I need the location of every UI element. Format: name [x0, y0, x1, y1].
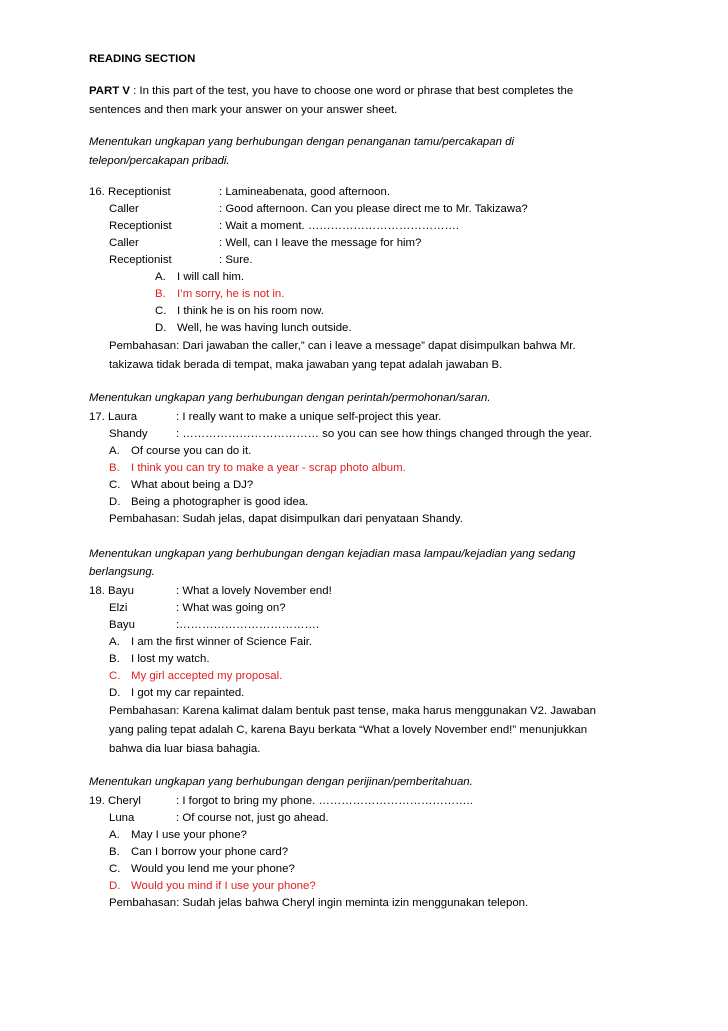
q16-dialog-row — [89, 184, 649, 201]
dialog-line: : Sure. — [219, 254, 253, 266]
q19-explanation: Pembahasan: Sudah jelas bahwa Cheryl ingin meminta izin menggunakan telepon. — [109, 897, 529, 909]
q17-explanation: Pembahasan: Sudah jelas, dapat disimpulkan dari penyataan Shandy. — [109, 513, 463, 525]
q18-dialog-row — [89, 600, 649, 617]
speaker: Luna — [109, 812, 135, 824]
speaker: Receptionist — [109, 220, 172, 232]
q19-option-b: B. Can I borrow your phone card? — [109, 846, 289, 858]
q16-option-d: D. Well, he was having lunch outside. — [155, 322, 352, 334]
part-label: PART V — [89, 85, 130, 97]
q16-explanation-line2: takizawa tidak berada di tempat, maka jawaban yang tepat adalah jawaban B. — [109, 359, 503, 371]
q17-option-a: A. Of course you can do it. — [109, 445, 252, 457]
speaker: Shandy — [109, 428, 148, 440]
part-text-1: : In this part of the test, you have to choose one word or phrase that best completes the — [129, 85, 574, 97]
q19-dialog-row — [89, 810, 649, 827]
q16-dialog-row — [89, 218, 649, 235]
speaker: 16. Receptionist — [89, 186, 171, 198]
speaker: 19. Cheryl — [89, 795, 141, 807]
q19-option-a: A. May I use your phone? — [109, 829, 247, 841]
dialog-line: : Of course not, just go ahead. — [176, 812, 329, 824]
speaker: 17. Laura — [89, 411, 138, 423]
document-page — [89, 50, 649, 914]
speaker: Bayu — [109, 619, 135, 631]
q18-option-d: D. I got my car repainted. — [109, 687, 245, 699]
speaker: Receptionist — [109, 254, 172, 266]
q17-dialog-row — [89, 409, 649, 426]
q16-topic-line1: Menentukan ungkapan yang berhubungan dengan penanganan tamu/percakapan di — [89, 136, 514, 148]
q18-topic-line1: Menentukan ungkapan yang berhubungan dengan kejadian masa lampau/kejadian yang sedang — [89, 548, 576, 560]
q16-topic-line2: telepon/percakapan pribadi. — [89, 155, 230, 167]
q17-topic: Menentukan ungkapan yang berhubungan dengan perintah/permohonan/saran. — [89, 392, 491, 404]
q18-explanation-line3: bahwa dia luar biasa bahagia. — [109, 743, 261, 755]
q18-option-a: A. I am the first winner of Science Fair. — [109, 636, 313, 648]
dialog-line: : ……………………………… so you can see how things changed through the year. — [176, 428, 592, 440]
q17-option-c: C. What about being a DJ? — [109, 479, 254, 491]
q18-explanation-line1: Pembahasan: Karena kalimat dalam bentuk past tense, maka harus menggunakan V2. Jawaban — [109, 705, 596, 717]
dialog-line: : I really want to make a unique self-project this year. — [176, 411, 442, 423]
section-heading: READING SECTION — [89, 53, 196, 65]
q17-option-d: D. Being a photographer is good idea. — [109, 496, 309, 508]
speaker: Elzi — [109, 602, 128, 614]
q16-option-a: A. I will call him. — [155, 271, 245, 283]
dialog-line: : What was going on? — [176, 602, 286, 614]
speaker: Caller — [109, 203, 139, 215]
q16-dialog-row — [89, 201, 649, 218]
dialog-line: : What a lovely November end! — [176, 585, 332, 597]
q19-option-c: C. Would you lend me your phone? — [109, 863, 295, 875]
part-instruction-line2: sentences and then mark your answer on your answer sheet. — [89, 104, 398, 116]
dialog-line: :………………………………. — [176, 619, 320, 631]
dialog-line: : Well, can I leave the message for him? — [219, 237, 422, 249]
q16-dialog-row — [89, 252, 649, 269]
q19-topic: Menentukan ungkapan yang berhubungan dengan perijinan/pemberitahuan. — [89, 776, 473, 788]
q16-dialog-row — [89, 235, 649, 252]
q19-option-d-answer: D. Would you mind if I use your phone? — [109, 880, 316, 892]
q17-dialog-row — [89, 426, 649, 443]
speaker: Caller — [109, 237, 139, 249]
dialog-line: : Wait a moment. …………………………………. — [219, 220, 460, 232]
speaker: 18. Bayu — [89, 585, 134, 597]
q18-option-b: B. I lost my watch. — [109, 653, 210, 665]
q18-dialog-row — [89, 583, 649, 600]
q19-dialog-row — [89, 793, 649, 810]
q18-topic-line2: berlangsung. — [89, 566, 155, 578]
dialog-line: : Lamineabenata, good afternoon. — [219, 186, 390, 198]
dialog-line: : I forgot to bring my phone. ………………………………….. — [176, 795, 473, 807]
part-instruction-line1 — [89, 82, 649, 101]
q18-explanation-line2: yang paling tepat adalah C, karena Bayu berkata “What a lovely November end!” menunjukkan — [109, 724, 588, 736]
q16-option-b-answer: B. I’m sorry, he is not in. — [155, 288, 285, 300]
q16-explanation-line1: Pembahasan: Dari jawaban the caller,” can i leave a message” dapat disimpulkan bahwa Mr. — [109, 340, 576, 352]
q17-option-b-answer: B. I think you can try to make a year - scrap photo album. — [109, 462, 406, 474]
q16-option-c: C. I think he is on his room now. — [155, 305, 324, 317]
q18-dialog-row — [89, 617, 649, 634]
q18-option-c-answer: C. My girl accepted my proposal. — [109, 670, 283, 682]
dialog-line: : Good afternoon. Can you please direct me to Mr. Takizawa? — [219, 203, 528, 215]
